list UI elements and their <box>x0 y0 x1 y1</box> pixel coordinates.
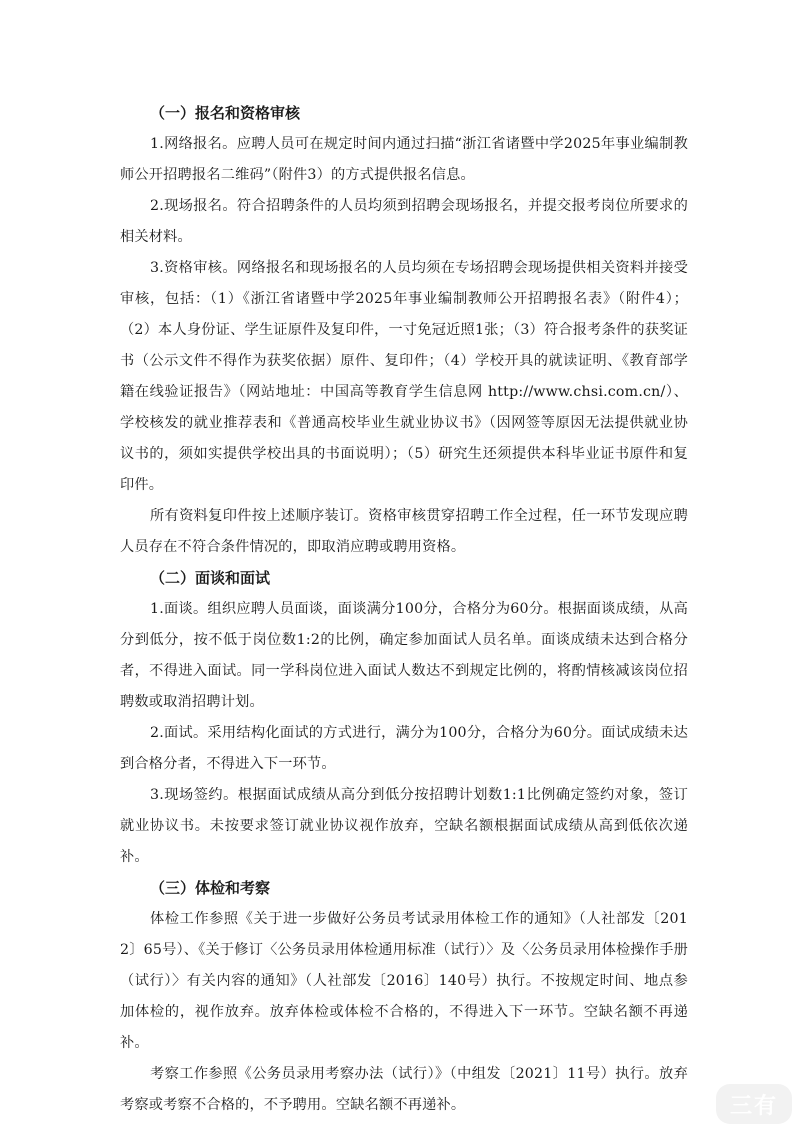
paragraph: 所有资料复印件按上述顺序装订。资格审核贯穿招聘工作全过程，任一环节发现应聘人员存在不符合条件情况的，即取消应聘或聘用资格。 <box>120 508 688 555</box>
document-page <box>120 98 688 1121</box>
section-interview <box>120 563 688 873</box>
paragraph: 3.现场签约。根据面试成绩从高分到低分按招聘计划数1:1比例确定签约对象，签订就业协议书。未按要求签订就业协议视作放弃，空缺名额根据面试成绩从高到低依次递补。 <box>120 787 688 865</box>
paragraph: 2.现场报名。符合招聘条件的人员均须到招聘会现场报名，并提交报考岗位所要求的相关材料。 <box>120 198 688 245</box>
paragraph: 3.资格审核。网络报名和现场报名的人员均须在专场招聘会现场提供相关资料并接受审核，包括：（1）《浙江省诸暨中学2025年事业编制教师公开招聘报名表》（附件4）；（2）本人身份证、学生证原件及复印件，一寸免冠近照1张；（3）符合报考条件的获奖证书（公示文件不得作为获奖依据）原件、复印件；（4）学校开具的就读证明、《教育部学籍在线验证报告》（网站地址：中国高等教育学生信息网 http://www.chsi.com.cn/）、学校核发的就业推荐表和《普通高校毕业生就业协议书》（因网签等原因无法提供就业协议书的，须如实提供学校出具的书面说明）；（5）研究生还须提供本科毕业证书原件和复印件。 <box>120 260 688 493</box>
section-registration <box>120 98 688 563</box>
section-physical-exam <box>120 873 688 1121</box>
paragraph: 2.面试。采用结构化面试的方式进行，满分为100分，合格分为60分。面试成绩未达到合格分者，不得进入下一环节。 <box>120 725 688 772</box>
section-heading: （二）面谈和面试 <box>150 569 271 587</box>
paragraph: 1.面谈。组织应聘人员面谈，面谈满分100分，合格分为60分。根据面谈成绩，从高分到低分，按不低于岗位数1:2的比例，确定参加面试人员名单。面谈成绩未达到合格分者，不得进入面试。同一学科岗位进入面试人数达不到规定比例的，将酌情核减该岗位招聘数或取消招聘计划。 <box>120 601 688 710</box>
section-heading: （一）报名和资格审核 <box>150 104 301 122</box>
paragraph: 1.网络报名。应聘人员可在规定时间内通过扫描“浙江省诸暨中学2025年事业编制教师公开招聘报名二维码”（附件3）的方式提供报名信息。 <box>120 136 688 183</box>
paragraph: 体检工作参照《关于进一步做好公务员考试录用体检工作的通知》（人社部发〔2012〕65号）、《关于修订〈公务员录用体检通用标准（试行）〉及〈公务员录用体检操作手册（试行）〉有关内容的通知》（人社部发〔2016〕140号）执行。不按规定时间、地点参加体检的，视作放弃。放弃体检或体检不合格的，不得进入下一环节。空缺名额不再递补。 <box>120 911 688 1051</box>
watermark-text: 三有 <box>729 1093 778 1119</box>
paragraph: 考察工作参照《公务员录用考察办法（试行）》（中组发〔2021〕11号）执行。放弃考察或考察不合格的，不予聘用。空缺名额不再递补。 <box>120 1066 688 1113</box>
section-heading: （三）体检和考察 <box>150 879 271 897</box>
watermark-logo <box>716 1084 792 1124</box>
